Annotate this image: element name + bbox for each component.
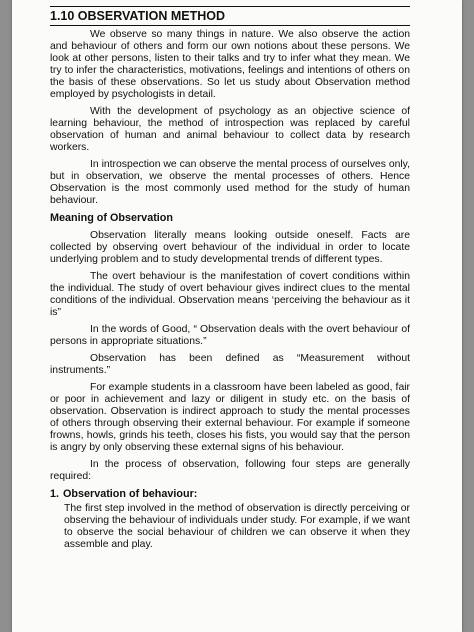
step-1-number: 1. <box>50 488 60 500</box>
meaning-paragraph-5: For example students in a classroom have been labeled as good, fair or poor in achievement and lazy or diligent in study etc. on the basis of observation. Observation is indirect approach to study the mental processes of others through observing their external behaviour. For example if someone frowns, howls, grinds his teeth, closes his fists, you would say that the person is angry by only observing these external signs of his behaviour. <box>50 382 410 453</box>
section-heading: 1.10 OBSERVATION METHOD <box>50 6 410 26</box>
document-page <box>12 0 462 632</box>
step-1-title: Observation of behaviour: <box>63 488 198 500</box>
meaning-paragraph-4: Observation has been defined as “Measurement without instruments.” <box>50 353 410 376</box>
intro-paragraph-2: With the development of psychology as an objective science of learning behaviour, the method of introspection was replaced by careful observation of human and animal behaviour to collect data by research workers. <box>50 106 410 153</box>
meaning-paragraph-1: Observation literally means looking outside oneself. Facts are collected by observing overt behaviour of the individual in order to locate underlying problem and to study developmental trends of different types. <box>50 230 410 265</box>
page-content <box>50 6 410 551</box>
meaning-heading: Meaning of Observation <box>50 212 173 224</box>
intro-paragraph-3: In introspection we can observe the mental process of ourselves only, but in observation, we observe the mental processes of others. Hence Observation is the most commonly used method for the study of human behaviour. <box>50 159 410 206</box>
step-1-text: The first step involved in the method of observation is directly perceiving or observing the behaviour of individuals under study. For example, if we want to observe the social behaviour of children we can observe it when they assemble and play. <box>64 503 410 550</box>
meaning-paragraph-2: The overt behaviour is the manifestation of covert conditions within the individual. The study of overt behaviour gives indirect clues to the mental conditions of the individual. Observation means ‘perceiving the behaviour as it is” <box>50 271 410 318</box>
meaning-paragraph-3: In the words of Good, “ Observation deals with the overt behaviour of persons in appropriate situations.” <box>50 324 410 347</box>
meaning-paragraph-6: In the process of observation, following four steps are generally required: <box>50 459 410 482</box>
intro-paragraph-1: We observe so many things in nature. We also observe the action and behaviour of others and form our own notions about these persons. We look at other persons, listen to their talks and try to infer what they mean. We try to infer the characteristics, motivations, feelings and intentions of others on the basis of these observations. So let us study about Observation method employed by psychologists in detail. <box>50 29 410 100</box>
step-1-heading <box>50 488 410 501</box>
